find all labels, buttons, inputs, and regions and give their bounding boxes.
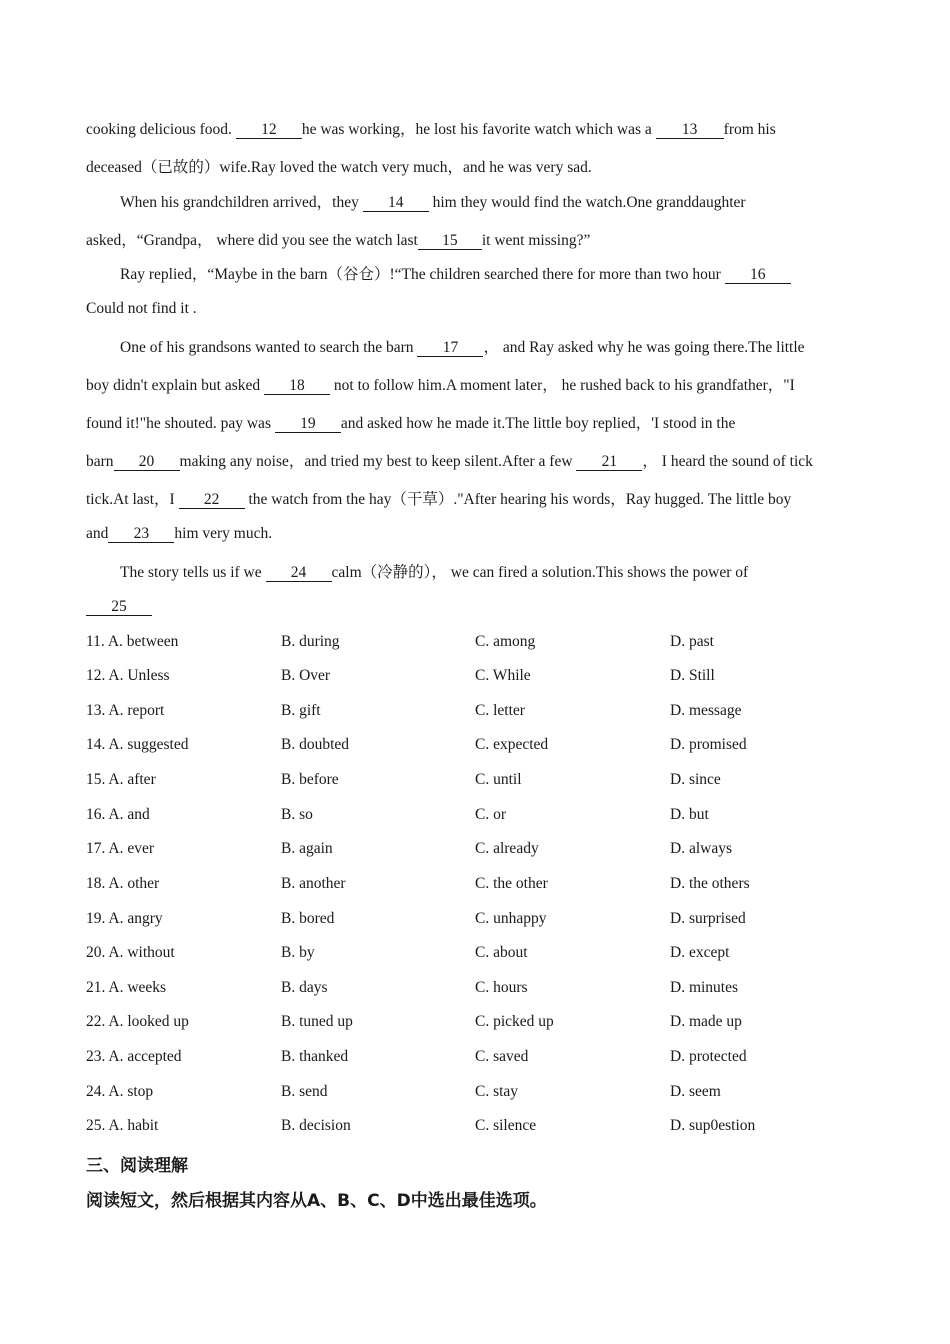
option-d: D. except (670, 944, 730, 961)
passage-line-5: Ray replied，“Maybe in the barn（谷仓）!“The children searched there for more than two hour 16 (120, 262, 791, 284)
option-d: D. since (670, 771, 721, 788)
option-d: D. past (670, 633, 714, 650)
option-b: B. decision (281, 1117, 351, 1134)
option-c: C. silence (475, 1117, 537, 1134)
option-d: D. always (670, 840, 732, 857)
section-instruction: 阅读短文，然后根据其内容从A、B、C、D中选出最佳选项。 (86, 1191, 547, 1211)
option-b: B. thanked (281, 1048, 349, 1065)
option-b: B. by (281, 944, 315, 961)
passage-line-3: When his grandchildren arrived，they 14 him they would find the watch.One granddaughter (120, 194, 746, 211)
question-row (86, 979, 876, 1001)
option-d: D. minutes (670, 979, 739, 996)
option-a: 15. A. after (86, 771, 156, 788)
passage-line-1: cooking delicious food. 12 he was working，he lost his favorite watch which was a 13 from his (86, 121, 776, 138)
question-row (86, 875, 876, 897)
blank-25: 25 (86, 599, 152, 616)
question-row (86, 736, 876, 758)
passage-line-6: Could not find it . (86, 300, 197, 317)
option-c: C. expected (475, 736, 549, 753)
option-a: 11. A. between (86, 633, 179, 650)
option-c: C. hours (475, 979, 528, 996)
passage-line-10: barn 20 making any noise，and tried my best to keep silent.After a few 21 ， I heard the sound of tick (86, 453, 813, 470)
option-d: D. surprised (670, 910, 746, 927)
option-a: 21. A. weeks (86, 979, 167, 996)
passage-line-14 (86, 598, 152, 616)
option-d: D. protected (670, 1048, 747, 1065)
passage-line-13: The story tells us if we 24 calm（冷静的）， we can fired a solution.This shows the power of (120, 564, 749, 581)
option-a: 23. A. accepted (86, 1048, 182, 1065)
option-c: C. until (475, 771, 522, 788)
blank-24: 24 (266, 565, 332, 582)
option-c: C. letter (475, 702, 525, 719)
option-b: B. another (281, 875, 346, 892)
option-b: B. doubted (281, 736, 350, 753)
option-a: 19. A. angry (86, 910, 163, 927)
option-a: 13. A. report (86, 702, 165, 719)
blank-15: 15 (418, 233, 482, 250)
blank-21: 21 (576, 454, 642, 471)
option-c: C. among (475, 633, 536, 650)
blank-12: 12 (236, 122, 302, 139)
passage-line-2: deceased（已故的）wife.Ray loved the watch very much，and he was very sad. (86, 159, 592, 176)
question-row (86, 840, 876, 862)
option-a: 18. A. other (86, 875, 160, 892)
option-b: B. before (281, 771, 339, 788)
option-c: C. While (475, 667, 531, 684)
question-row (86, 1083, 876, 1105)
blank-17: 17 (417, 340, 483, 357)
option-b: B. tuned up (281, 1013, 353, 1030)
blank-23: 23 (108, 526, 174, 543)
question-row (86, 771, 876, 793)
question-row (86, 806, 876, 828)
question-row (86, 667, 876, 689)
option-d: D. Still (670, 667, 715, 684)
option-b: B. bored (281, 910, 335, 927)
blank-20: 20 (114, 454, 180, 471)
option-d: D. sup0estion (670, 1117, 756, 1134)
blank-14: 14 (363, 195, 429, 212)
passage-line-4: asked，“Grandpa， where did you see the watch last 15 it went missing?” (86, 232, 591, 249)
passage-line-12: and 23 him very much. (86, 525, 273, 542)
question-row (86, 1117, 876, 1139)
question-row (86, 1048, 876, 1070)
option-c: C. saved (475, 1048, 529, 1065)
option-b: B. again (281, 840, 333, 857)
option-b: B. Over (281, 667, 331, 684)
passage-line-11: tick.At last，I 22 the watch from the hay（干草）."After hearing his words，Ray hugged. The little boy (86, 491, 792, 508)
option-c: C. or (475, 806, 506, 823)
option-d: D. but (670, 806, 709, 823)
option-d: D. promised (670, 736, 747, 753)
option-d: D. message (670, 702, 742, 719)
question-row (86, 702, 876, 724)
option-b: B. send (281, 1083, 328, 1100)
option-d: D. seem (670, 1083, 721, 1100)
option-a: 25. A. habit (86, 1117, 159, 1134)
option-c: C. unhappy (475, 910, 547, 927)
blank-13: 13 (656, 122, 724, 139)
passage-line-7: One of his grandsons wanted to search the barn 17 ， and Ray asked why he was going there.The little (120, 339, 805, 356)
question-row (86, 1013, 876, 1035)
question-row (86, 944, 876, 966)
option-a: 24. A. stop (86, 1083, 154, 1100)
option-c: C. the other (475, 875, 548, 892)
question-row (86, 910, 876, 932)
question-row (86, 633, 876, 655)
option-c: C. about (475, 944, 528, 961)
option-b: B. during (281, 633, 340, 650)
option-c: C. already (475, 840, 539, 857)
blank-22: 22 (179, 492, 245, 509)
section-title: 三、阅读理解 (86, 1156, 188, 1176)
option-d: D. the others (670, 875, 750, 892)
option-a: 12. A. Unless (86, 667, 170, 684)
passage-line-9: found it!"he shouted. pay was 19 and asked how he made it.The little boy replied，'I stood in the (86, 415, 736, 432)
option-a: 22. A. looked up (86, 1013, 189, 1030)
option-b: B. so (281, 806, 313, 823)
passage-line-8: boy didn't explain but asked 18 not to follow him.A moment later， he rushed back to his grandfather，"I (86, 377, 795, 394)
option-a: 20. A. without (86, 944, 175, 961)
option-a: 16. A. and (86, 806, 150, 823)
blank-18: 18 (264, 378, 330, 395)
option-b: B. days (281, 979, 328, 996)
option-a: 14. A. suggested (86, 736, 189, 753)
option-d: D. made up (670, 1013, 742, 1030)
option-b: B. gift (281, 702, 321, 719)
option-a: 17. A. ever (86, 840, 155, 857)
option-c: C. stay (475, 1083, 519, 1100)
blank-16: 16 (725, 267, 791, 284)
option-c: C. picked up (475, 1013, 554, 1030)
blank-19: 19 (275, 416, 341, 433)
